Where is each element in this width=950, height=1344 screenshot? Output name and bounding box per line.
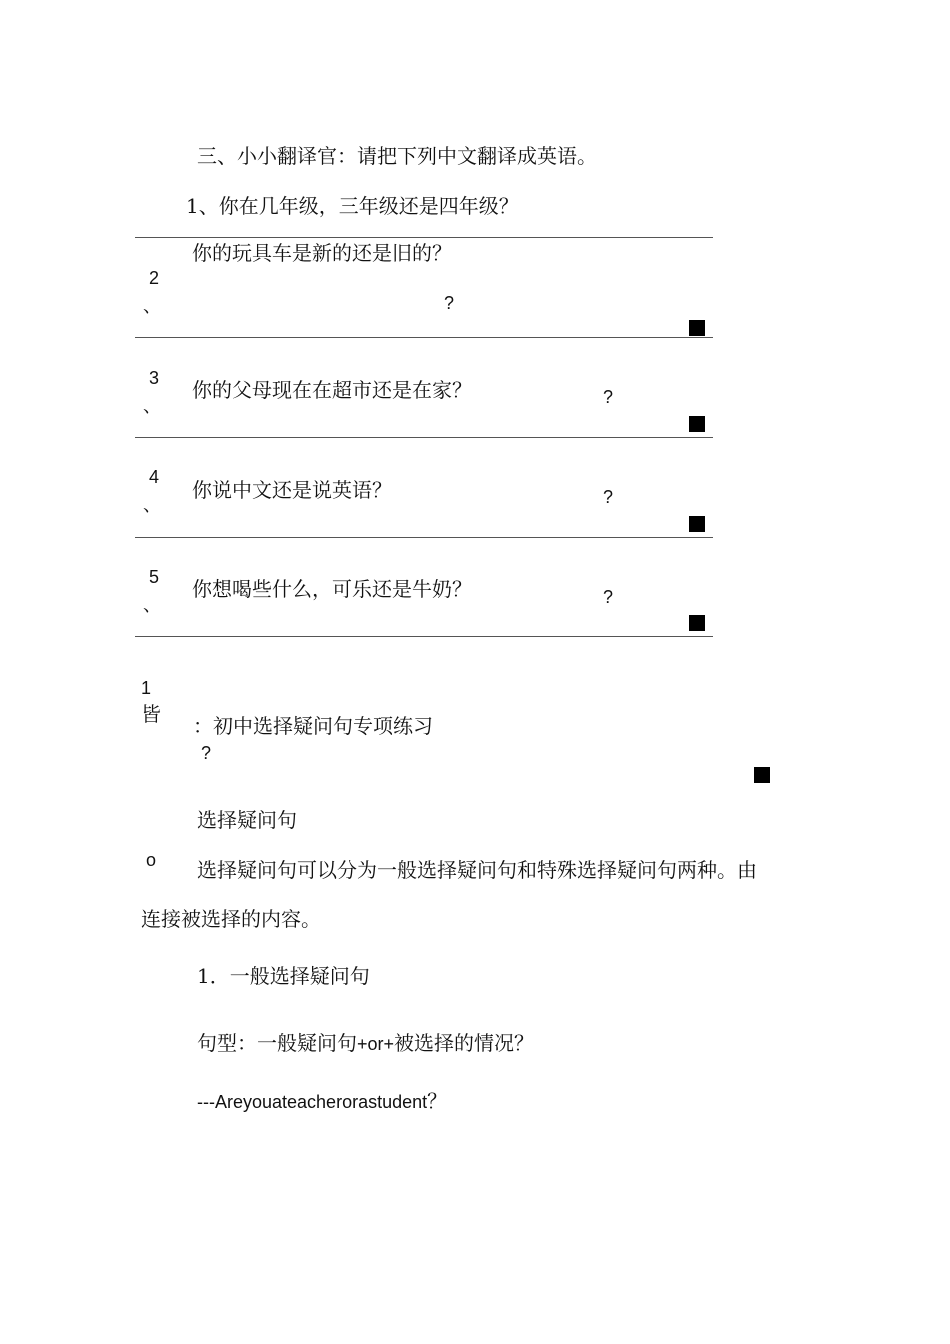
question-3-text: 你的父母现在在超市还是在家？: [192, 378, 472, 402]
question-2-qmark: ?: [444, 293, 455, 313]
answer-line: [135, 437, 713, 438]
question-2-mark: 、: [143, 296, 161, 316]
question-4-qmark: ?: [603, 487, 614, 507]
question-2-number: 2: [149, 268, 160, 288]
example-sentence: [197, 1089, 447, 1114]
answer-line: [135, 636, 713, 637]
question-5-qmark: ?: [603, 587, 614, 607]
sentence-pattern: [197, 1031, 534, 1056]
question-5-number: 5: [149, 567, 160, 587]
lesson-heading: 选择疑问句: [197, 808, 297, 832]
question-4-mark: 、: [143, 495, 161, 515]
question-5-text: 你想喝些什么，可乐还是牛奶？: [192, 577, 472, 601]
pattern-prefix: 句型：一般疑问句: [197, 1031, 357, 1055]
practice-title: ：初中选择疑问句专项练习: [193, 714, 433, 738]
question-3-qmark: ?: [603, 387, 614, 407]
question-3-mark: 、: [143, 396, 161, 416]
lesson-subheading: 1．一般选择疑问句: [197, 964, 370, 988]
question-5-mark: 、: [143, 595, 161, 615]
question-3-number: 3: [149, 368, 160, 388]
square-bullet-icon: [689, 320, 705, 336]
question-2-text: 你的玩具车是新的还是旧的？: [192, 241, 452, 265]
answer-line: [135, 237, 713, 238]
lesson-paragraph-line1: 选择疑问句可以分为一般选择疑问句和特殊选择疑问句两种。由: [197, 858, 757, 882]
question-4-text: 你说中文还是说英语？: [192, 478, 392, 502]
lesson-paragraph-line2: 连接被选择的内容。: [141, 907, 321, 931]
practice-qmark: ?: [201, 743, 212, 763]
square-bullet-icon: [689, 516, 705, 532]
practice-number: 1: [141, 678, 152, 698]
practice-fragment: 皆: [141, 702, 161, 726]
example-english: ---Areyouateacherorastudent: [197, 1092, 428, 1112]
square-bullet-icon: [754, 767, 770, 783]
example-qmark: ？: [427, 1089, 448, 1113]
question-4-number: 4: [149, 467, 160, 487]
pattern-suffix: 被选择的情况？: [394, 1031, 535, 1055]
question-1: 1、你在几年级，三年级还是四年级？: [186, 194, 519, 218]
answer-line: [135, 337, 713, 338]
section-heading: 三、小小翻译官：请把下列中文翻译成英语。: [197, 144, 597, 168]
square-bullet-icon: [689, 416, 705, 432]
answer-line: [135, 537, 713, 538]
pattern-or: +or+: [357, 1034, 395, 1054]
square-bullet-icon: [689, 615, 705, 631]
side-mark: o: [146, 850, 157, 870]
